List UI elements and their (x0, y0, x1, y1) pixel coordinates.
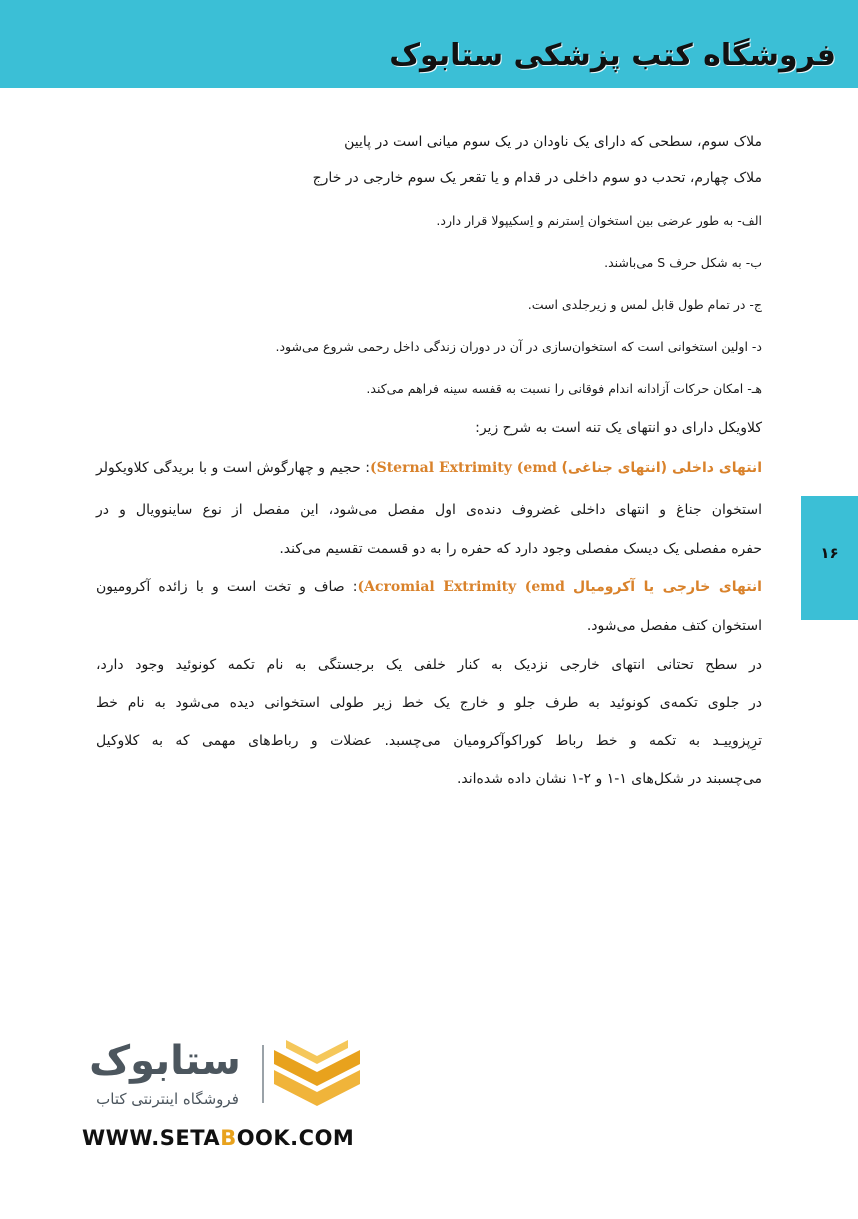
paragraph-line (96, 446, 762, 490)
list-item: ب- به شکل حرف S می‌باشند. (604, 255, 762, 270)
page-number: ۱۶ (820, 544, 839, 562)
term-latin: (Acromial Extrimity (emd (357, 579, 565, 595)
paragraph-line: ملاک چهارم، تحدب دو سوم داخلی در قدام و یا تقعر یک سوم خارجی در خارج (312, 170, 762, 186)
list-item: ج- در تمام طول قابل لمس و زیرجلدی است. (527, 297, 762, 312)
term-description: : حجیم و چهارگوش است و با بریدگی کلاویکولر (96, 460, 370, 476)
brand-name: ستابوک (89, 1038, 241, 1084)
paragraph-line: کلاویکل دارای دو انتهای یک تنه است به شرح زیر: (475, 420, 762, 436)
paragraph-line: در جلوی تکمه‌ی کونوئید به طرف جلو و خارج یک خط زیر طولی استخوانی دیده می‌شود به نام خط (96, 695, 762, 711)
term-description: : صاف و تخت است و با زائده آکرومیون (96, 579, 358, 595)
paragraph-line: در سطح تحتانی انتهای خارجی نزدیک به کنار خلفی یک برجستگی به نام تکمه کونوئید وجود دارد، (96, 657, 762, 673)
website-url (82, 1126, 354, 1150)
term-latin: (Sternal Extrimity (emd (369, 460, 557, 476)
website-accent: B (220, 1126, 237, 1150)
term-heading: انتهای خارجی یا آکرومیال (572, 579, 762, 595)
brand-subtitle: فروشگاه اینترنتی کتاب (96, 1090, 239, 1108)
website-part: WWW.SETA (82, 1126, 221, 1150)
website-part: OOK.COM (236, 1126, 355, 1150)
paragraph-line: استخوان کتف مفصل می‌شود. (586, 618, 762, 634)
list-item: الف- به طور عرضی بین استخوان اِسترنم و اِسکیپولا قرار دارد. (436, 213, 762, 228)
book-chevron-logo-icon (272, 1040, 362, 1106)
paragraph-line (96, 568, 762, 606)
paragraph-line: حفره مفصلی یک دیسک مفصلی وجود دارد که حفره را به دو قسمت تقسیم می‌کند. (279, 541, 762, 557)
paragraph-line: ملاک سوم، سطحی که دارای یک ناودان در یک سوم میانی است در پایین (344, 134, 762, 150)
paragraph-line: ترِپزوییـد به تکمه و خط رباط کوراکوآکرومیان می‌چسبد. عضلات و رباط‌های مهمی که به کلاوکیل (96, 733, 762, 749)
page-body (96, 124, 762, 798)
term-heading: انتهای داخلی (انتهای جناغی) (561, 460, 762, 476)
list-item: هـ- امکان حرکات آزادانه اندام فوقانی را نسبت به قفسه سینه فراهم می‌کند. (366, 381, 762, 396)
paragraph-line: استخوان جناغ و انتهای داخلی غضروف دنده‌ی اول مفصل می‌شود، این مفصل از نوع ساینوویال و در (96, 502, 762, 518)
list-item: د- اولین استخوانی است که استخوان‌سازی در آن در دوران زندگی داخل رحمی شروع می‌شود. (275, 339, 762, 354)
paragraph-line: می‌چسبند در شکل‌های ۱-۱ و ۲-۱ نشان داده شده‌اند. (456, 771, 762, 787)
logo-divider (262, 1045, 264, 1103)
header-title: فروشگاه کتب پزشکی ستابوک (389, 38, 836, 73)
page-number-tab (801, 496, 858, 620)
header-band (0, 0, 858, 88)
